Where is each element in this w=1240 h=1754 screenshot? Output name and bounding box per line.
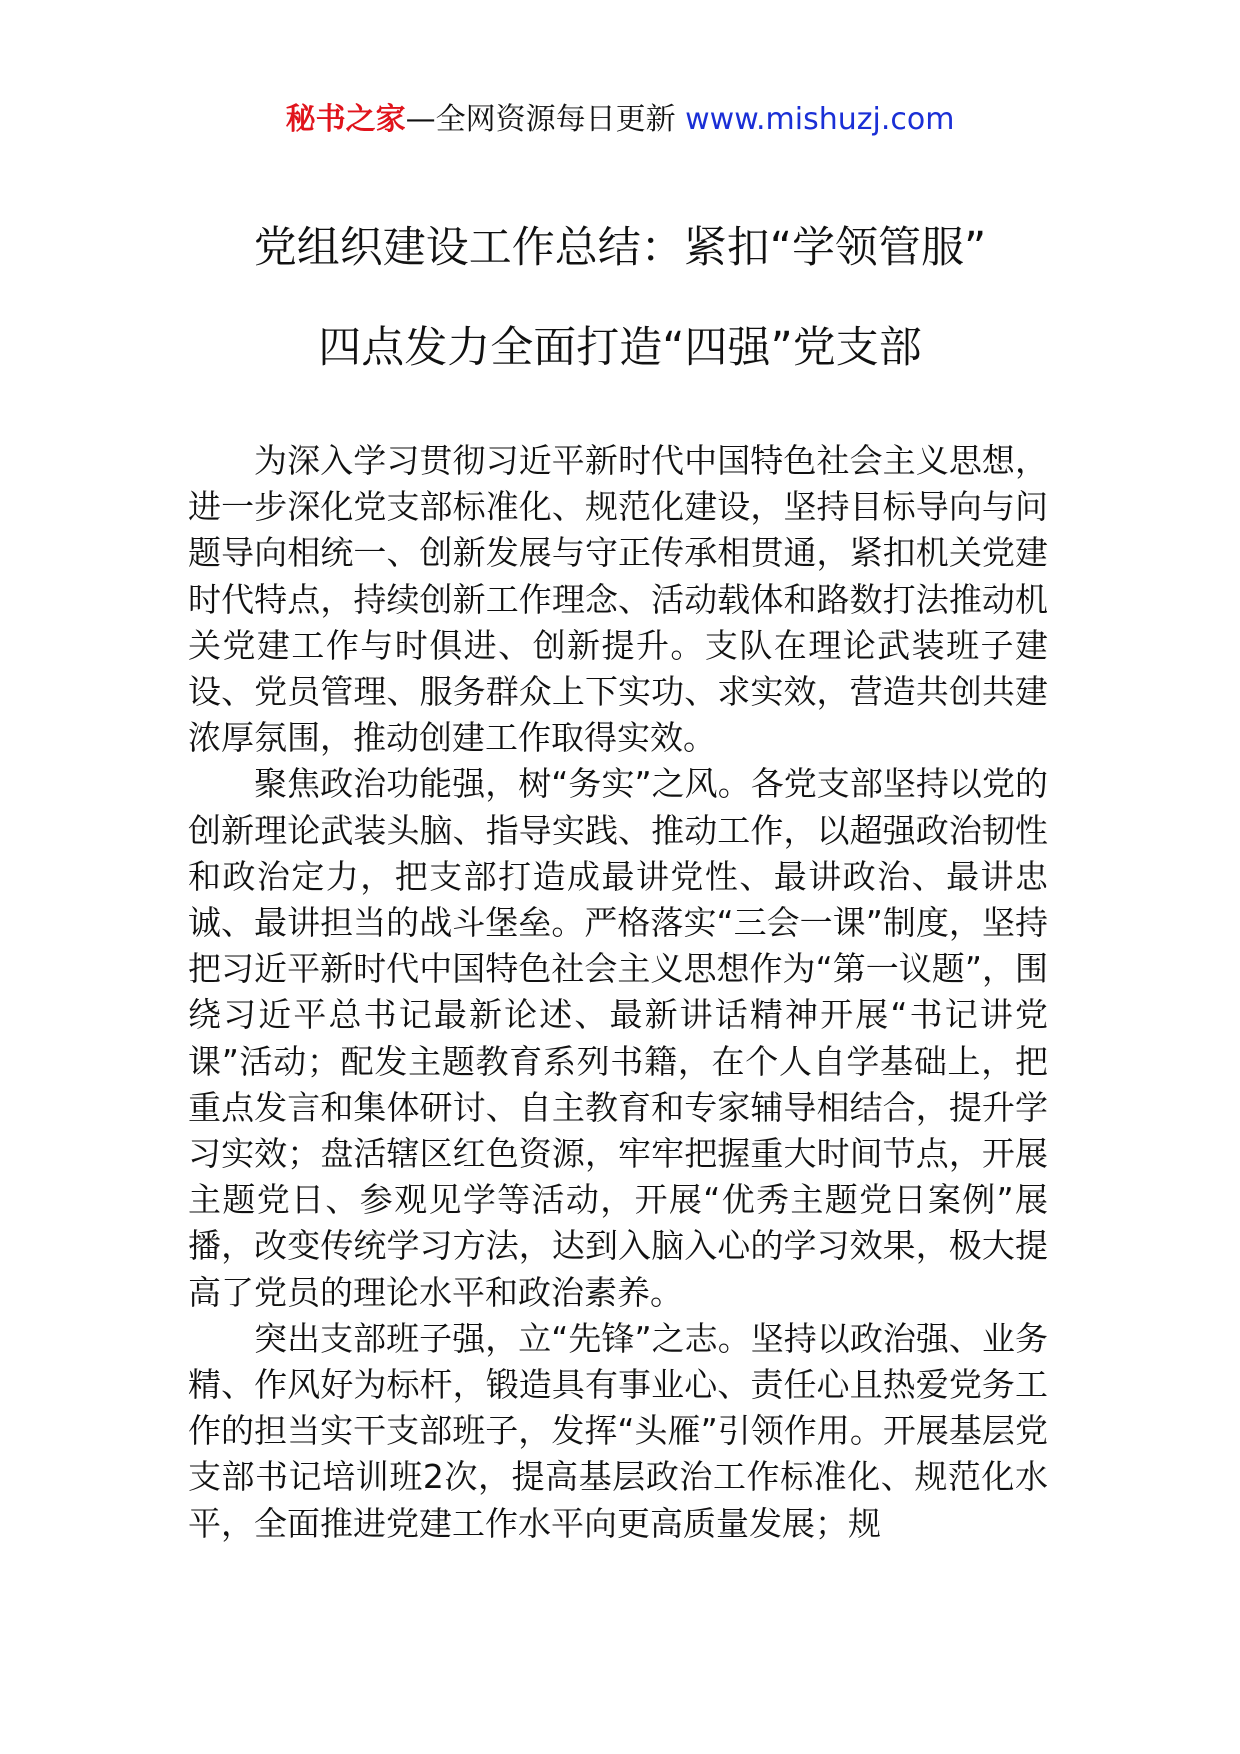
body-paragraph-branch-leadership: 突出支部班子强，立“先锋”之志。坚持以政治强、业务精、作风好为标杆，锻造具有事业心、责任心且热爱党务工作的担当实干支部班子，发挥“头雁”引领作用。开展基层党支部书记培训班2次，提高基层政治工作标准化、规范化水平，全面推进党建工作水平向更高质量发展；规 (188, 1318, 1048, 1543)
document-title-line-1: 党组织建设工作总结：紧扣“学领管服” (253, 223, 987, 273)
site-brand: 秘书之家 (285, 102, 406, 137)
document-title (0, 198, 1240, 398)
document-title-line-2: 四点发力全面打造“四强”党支部 (318, 323, 922, 373)
site-header (0, 100, 1240, 140)
body-paragraph-intro: 为深入学习贯彻习近平新时代中国特色社会主义思想，进一步深化党支部标准化、规范化建设，坚持目标导向与问题导向相统一、创新发展与守正传承相贯通，紧扣机关党建时代特点，持续创新工作理念、活动载体和路数打法推动机关党建工作与时俱进、创新提升。支队在理论武装班子建设、党员管理、服务群众上下实功、求实效，营造共创共建浓厚氛围，推动创建工作取得实效。 (188, 441, 1048, 758)
body-paragraph-political-function: 聚焦政治功能强，树“务实”之风。各党支部坚持以党的创新理论武装头脑、指导实践、推动工作，以超强政治韧性和政治定力，把支部打造成最讲党性、最讲政治、最讲忠诚、最讲担当的战斗堡垒。严格落实“三会一课”制度，坚持把习近平新时代中国特色社会主义思想作为“第一议题”，围绕习近平总书记最新论述、最新讲话精神开展“书记讲党课”活动；配发主题教育系列书籍，在个人自学基础上，把重点发言和集体研讨、自主教育和专家辅导相结合，提升学习实效；盘活辖区红色资源，牢牢把握重大时间节点，开展主题党日、参观见学等活动，开展“优秀主题党日案例”展播，改变传统学习方法，达到入脑入心的学习效果，极大提高了党员的理论水平和政治素养。 (188, 764, 1048, 1312)
site-url-link[interactable]: www.mishuzj.com (685, 102, 955, 137)
document-body (188, 438, 1048, 1547)
site-slogan: —全网资源每日更新 (405, 102, 676, 137)
